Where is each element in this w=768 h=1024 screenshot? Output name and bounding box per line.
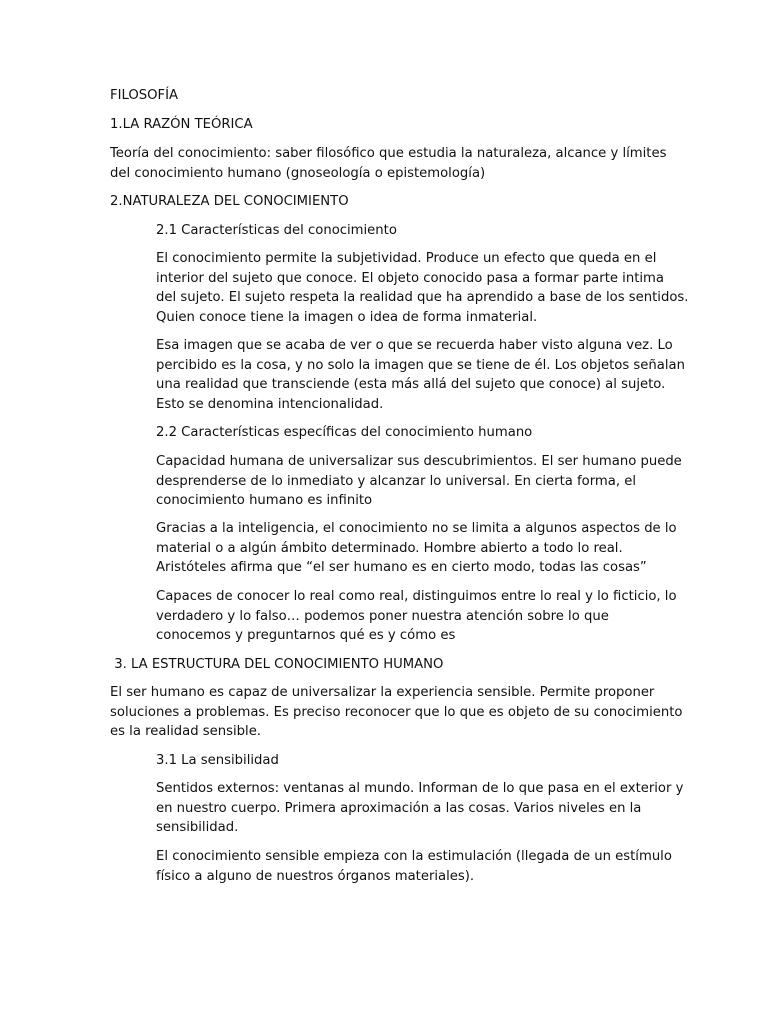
subsection22-paragraph2-line: Aristóteles afirma que “el ser humano es en cierto modo, todas las cosas” xyxy=(156,560,647,576)
subsection21-paragraph1-line: interior del sujeto que conoce. El objeto conocido pasa a formar parte intima xyxy=(156,270,664,286)
subsection22-heading: 2.2 Características específicas del conocimiento humano xyxy=(156,425,533,440)
subsection21-paragraph1-line: El conocimiento permite la subjetividad. Produce un efecto que queda en el xyxy=(156,251,657,266)
section3-paragraph-line: soluciones a problemas. Es preciso reconocer que lo que es objeto de su conocimiento xyxy=(110,704,683,720)
subsection31-paragraph2-line: físico a alguno de nuestros órganos materiales). xyxy=(156,868,475,884)
subsection22-paragraph3-line: Capaces de conocer lo real como real, distinguimos entre lo real y lo ficticio, lo xyxy=(156,589,677,604)
document-title: FILOSOFÍA xyxy=(110,88,178,103)
section2-heading: 2.NATURALEZA DEL CONOCIMIENTO xyxy=(110,194,349,209)
section3-heading: 3. LA ESTRUCTURA DEL CONOCIMIENTO HUMANO xyxy=(110,657,444,672)
subsection21-paragraph2-line: una realidad que transciende (esta más allá del sujeto que conoce) al sujeto. xyxy=(156,377,666,393)
subsection22-paragraph1-line: desprenderse de lo inmediato y alcanzar lo universal. En cierta forma, el xyxy=(156,473,636,489)
subsection31-paragraph2-line: El conocimiento sensible empieza con la estimulación (llegada de un estímulo xyxy=(156,849,672,864)
subsection21-heading: 2.1 Características del conocimiento xyxy=(156,223,397,238)
subsection21-paragraph2-line: Esto se denomina intencionalidad. xyxy=(156,396,384,412)
subsection22-paragraph2-line: material o a algún ámbito determinado. Hombre abierto a todo lo real. xyxy=(156,540,623,556)
subsection21-paragraph2-line: Esa imagen que se acaba de ver o que se recuerda haber visto alguna vez. Lo xyxy=(156,338,673,353)
subsection22-paragraph1-line: Capacidad humana de universalizar sus descubrimientos. El ser humano puede xyxy=(156,454,682,469)
section1-definition-line: del conocimiento humano (gnoseología o epistemología) xyxy=(110,165,486,181)
subsection31-paragraph1-line: Sentidos externos: ventanas al mundo. Informan de lo que pasa en el exterior y xyxy=(156,781,684,796)
subsection31-paragraph1-line: sensibilidad. xyxy=(156,820,239,836)
subsection31-heading: 3.1 La sensibilidad xyxy=(156,753,279,768)
subsection21-paragraph1-line: del sujeto. El sujeto respeta la realidad que ha aprendido a base de los sentidos. xyxy=(156,290,689,306)
section1-definition-line: Teoría del conocimiento: saber filosófico que estudia la naturaleza, alcance y límites xyxy=(110,146,667,161)
subsection21-paragraph2-line: percibido es la cosa, y no solo la imagen que se tiene de él. Los objetos señalan xyxy=(156,357,685,373)
section3-paragraph-line: El ser humano es capaz de universalizar la experiencia sensible. Permite proponer xyxy=(110,685,655,700)
subsection22-paragraph1-line: conocimiento humano es infinito xyxy=(156,493,373,509)
subsection22-paragraph2-line: Gracias a la inteligencia, el conocimiento no se limita a algunos aspectos de lo xyxy=(156,521,677,536)
section1-heading: 1.LA RAZÓN TEÓRICA xyxy=(110,117,253,132)
section3-paragraph-line: es la realidad sensible. xyxy=(110,724,261,740)
subsection21-paragraph1-line: Quien conoce tiene la imagen o idea de forma inmaterial. xyxy=(156,309,538,325)
subsection31-paragraph1-line: en nuestro cuerpo. Primera aproximación a las cosas. Varios niveles en la xyxy=(156,800,642,816)
subsection22-paragraph3-line: verdadero y lo falso… podemos poner nuestra atención sobre lo que xyxy=(156,608,609,624)
subsection22-paragraph3-line: conocemos y preguntarnos qué es y cómo es xyxy=(156,628,456,644)
